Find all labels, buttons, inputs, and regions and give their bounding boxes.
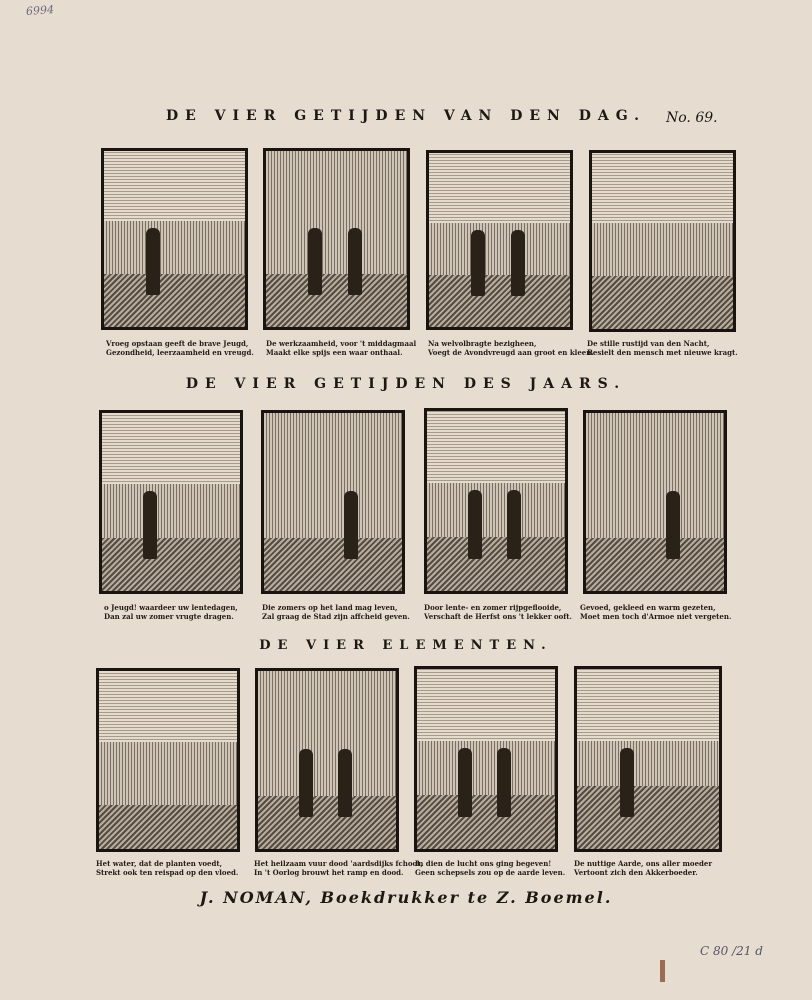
caption: Het heilzaam vuur dood 'aardsdijks fchoot, In 't Oorlog brouwt het ramp en dood. (254, 859, 423, 877)
section-title-elements: DE VIER ELEMENTEN. (259, 638, 553, 653)
woodcut-night (589, 150, 736, 332)
woodcut-earth (574, 666, 722, 852)
section-title-day: DE VIER GETIJDEN VAN DEN DAG. (165, 108, 647, 124)
caption: Die zomers op het land mag leven, Zal graag de Stad zijn affcheid geven. (262, 603, 410, 621)
woodcut-fire (255, 668, 399, 852)
woodcut-evening (426, 150, 573, 330)
sheet-number: No. 69. (666, 110, 718, 126)
caption: De nuttige Aarde, ons aller moeder Vertoont zich den Akkerboeder. (574, 859, 713, 877)
printer-imprint: J. NOMAN, Boekdrukker te Z. Boemel. (199, 888, 613, 907)
woodcut-summer (261, 410, 405, 594)
paper-stain (660, 960, 665, 982)
caption: In dien de lucht ons ging begeven! Geen schepsels zou op de aarde leven. (415, 859, 566, 877)
caption: Gevoed, gekleed en warm gezeten, Moet men toch d'Armoe niet vergeten. (580, 603, 732, 621)
caption: Na welvolbragte bezigheen, Voegt de Avondvreugd aan groot en kleen. (428, 339, 594, 357)
caption: o Jeugd! waardeer uw lentedagen, Dan zal uw zomer vrugte dragen. (104, 603, 238, 621)
caption: De stille rustijd van den Nacht, Besielt den mensch met nieuwe kragt. (587, 339, 738, 357)
inventory-mark: C 80 /21 d (700, 944, 763, 958)
collection-mark: 6994 (25, 3, 55, 18)
woodcut-water (96, 668, 240, 852)
caption: Vroeg opstaan geeft de brave Jeugd, Gezondheid, leerzaamheid en vreugd. (106, 339, 254, 357)
woodcut-winter (583, 410, 727, 594)
caption: Het water, dat de planten voedt, Strekt ook ten reispad op den vloed. (96, 859, 239, 877)
woodcut-autumn (424, 408, 568, 594)
woodcut-noon (263, 148, 410, 330)
woodcut-morning (101, 148, 248, 330)
caption: De werkzaamheid, voor 't middagmaal Maakt elke spijs een waar onthaal. (266, 339, 417, 357)
woodcut-air (414, 666, 558, 852)
section-title-year: DE VIER GETIJDEN DES JAARS. (185, 376, 627, 392)
woodcut-spring (99, 410, 243, 594)
caption: Door lente- en zomer rijpgeflooide, Verschaft de Herfst ons 't lekker ooft. (424, 603, 572, 621)
